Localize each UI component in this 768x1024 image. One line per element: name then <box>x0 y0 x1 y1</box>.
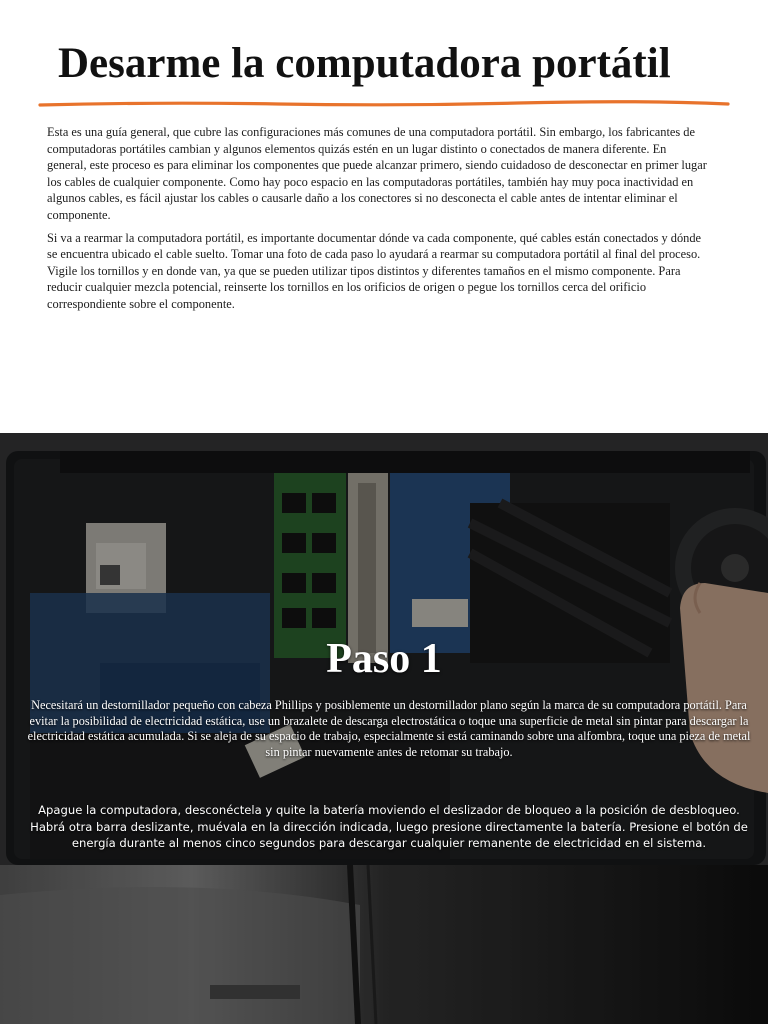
step-title: Paso 1 <box>326 636 442 682</box>
title-underline <box>38 98 730 110</box>
intro-text <box>47 124 707 319</box>
step-paragraph-1: Necesitará un destornillador pequeño con cabeza Phillips y posiblemente un destornillador plano según la marca de su computadora portátil. Para evitar la posibilidad de electricidad estática, use un brazalete de descarga electrostática o toque una superficie de metal sin pintar para descargar la electricidad estática acumulada. Si se aleja de su espacio de trabajo, especialmente si está caminando sobre una alfombra, toque una pieza de metal sin pintar nuevamente antes de retomar su trabajo. <box>27 698 751 759</box>
intro-paragraph: Esta es una guía general, que cubre las configuraciones más comunes de una computadora portátil. Sin embargo, los fabricantes de computadoras portátiles cambian y algunos elementos quizás estén en un lugar distinto o conectados de manera diferente. En general, este proceso es para eliminar los componentes que puede alcanzar primero, siendo cuidadoso de desconectar en primer lugar los cables de cualquier componente. Como hay poco espacio en las computadoras portátiles, también hay muy poca inactividad en algunos cables, es fácil ajustar los cables o causarle daño a los conectores si no desconecta el cable antes de intentar eliminar el componente. <box>47 125 707 222</box>
intro-paragraph: Si va a rearmar la computadora portátil, es importante documentar dónde va cada componente, qué cables están conectados y dónde se encuentra ubicado el cable suelto. Tomar una foto de cada paso lo ayudará a rearmar su computadora portátil al final del proceso. Vigile los tornillos y en donde van, ya que se pueden utilizar tipos distintos y diferentes tamaños en el mismo componente. Para reducir cualquier mezcla potencial, reinserte los tornillos en los orificios de origen o pegue los tornillos cerca del orificio correspondiente sobre el componente. <box>47 230 702 311</box>
document-title: Desarme la computadora portátil <box>58 40 671 87</box>
step-paragraph-2: Apague la computadora, desconéctela y quite la batería moviendo el deslizador de bloqueo a la posición de desbloqueo. Habrá otra barra deslizante, muévala en la dirección indicada, luego presione directamente la batería. Presione el botón de energía durante al menos cinco segundos para descargar cualquier remanente de electricidad en el sistema. <box>30 803 748 850</box>
laptop-closeup-photo <box>0 865 768 1024</box>
